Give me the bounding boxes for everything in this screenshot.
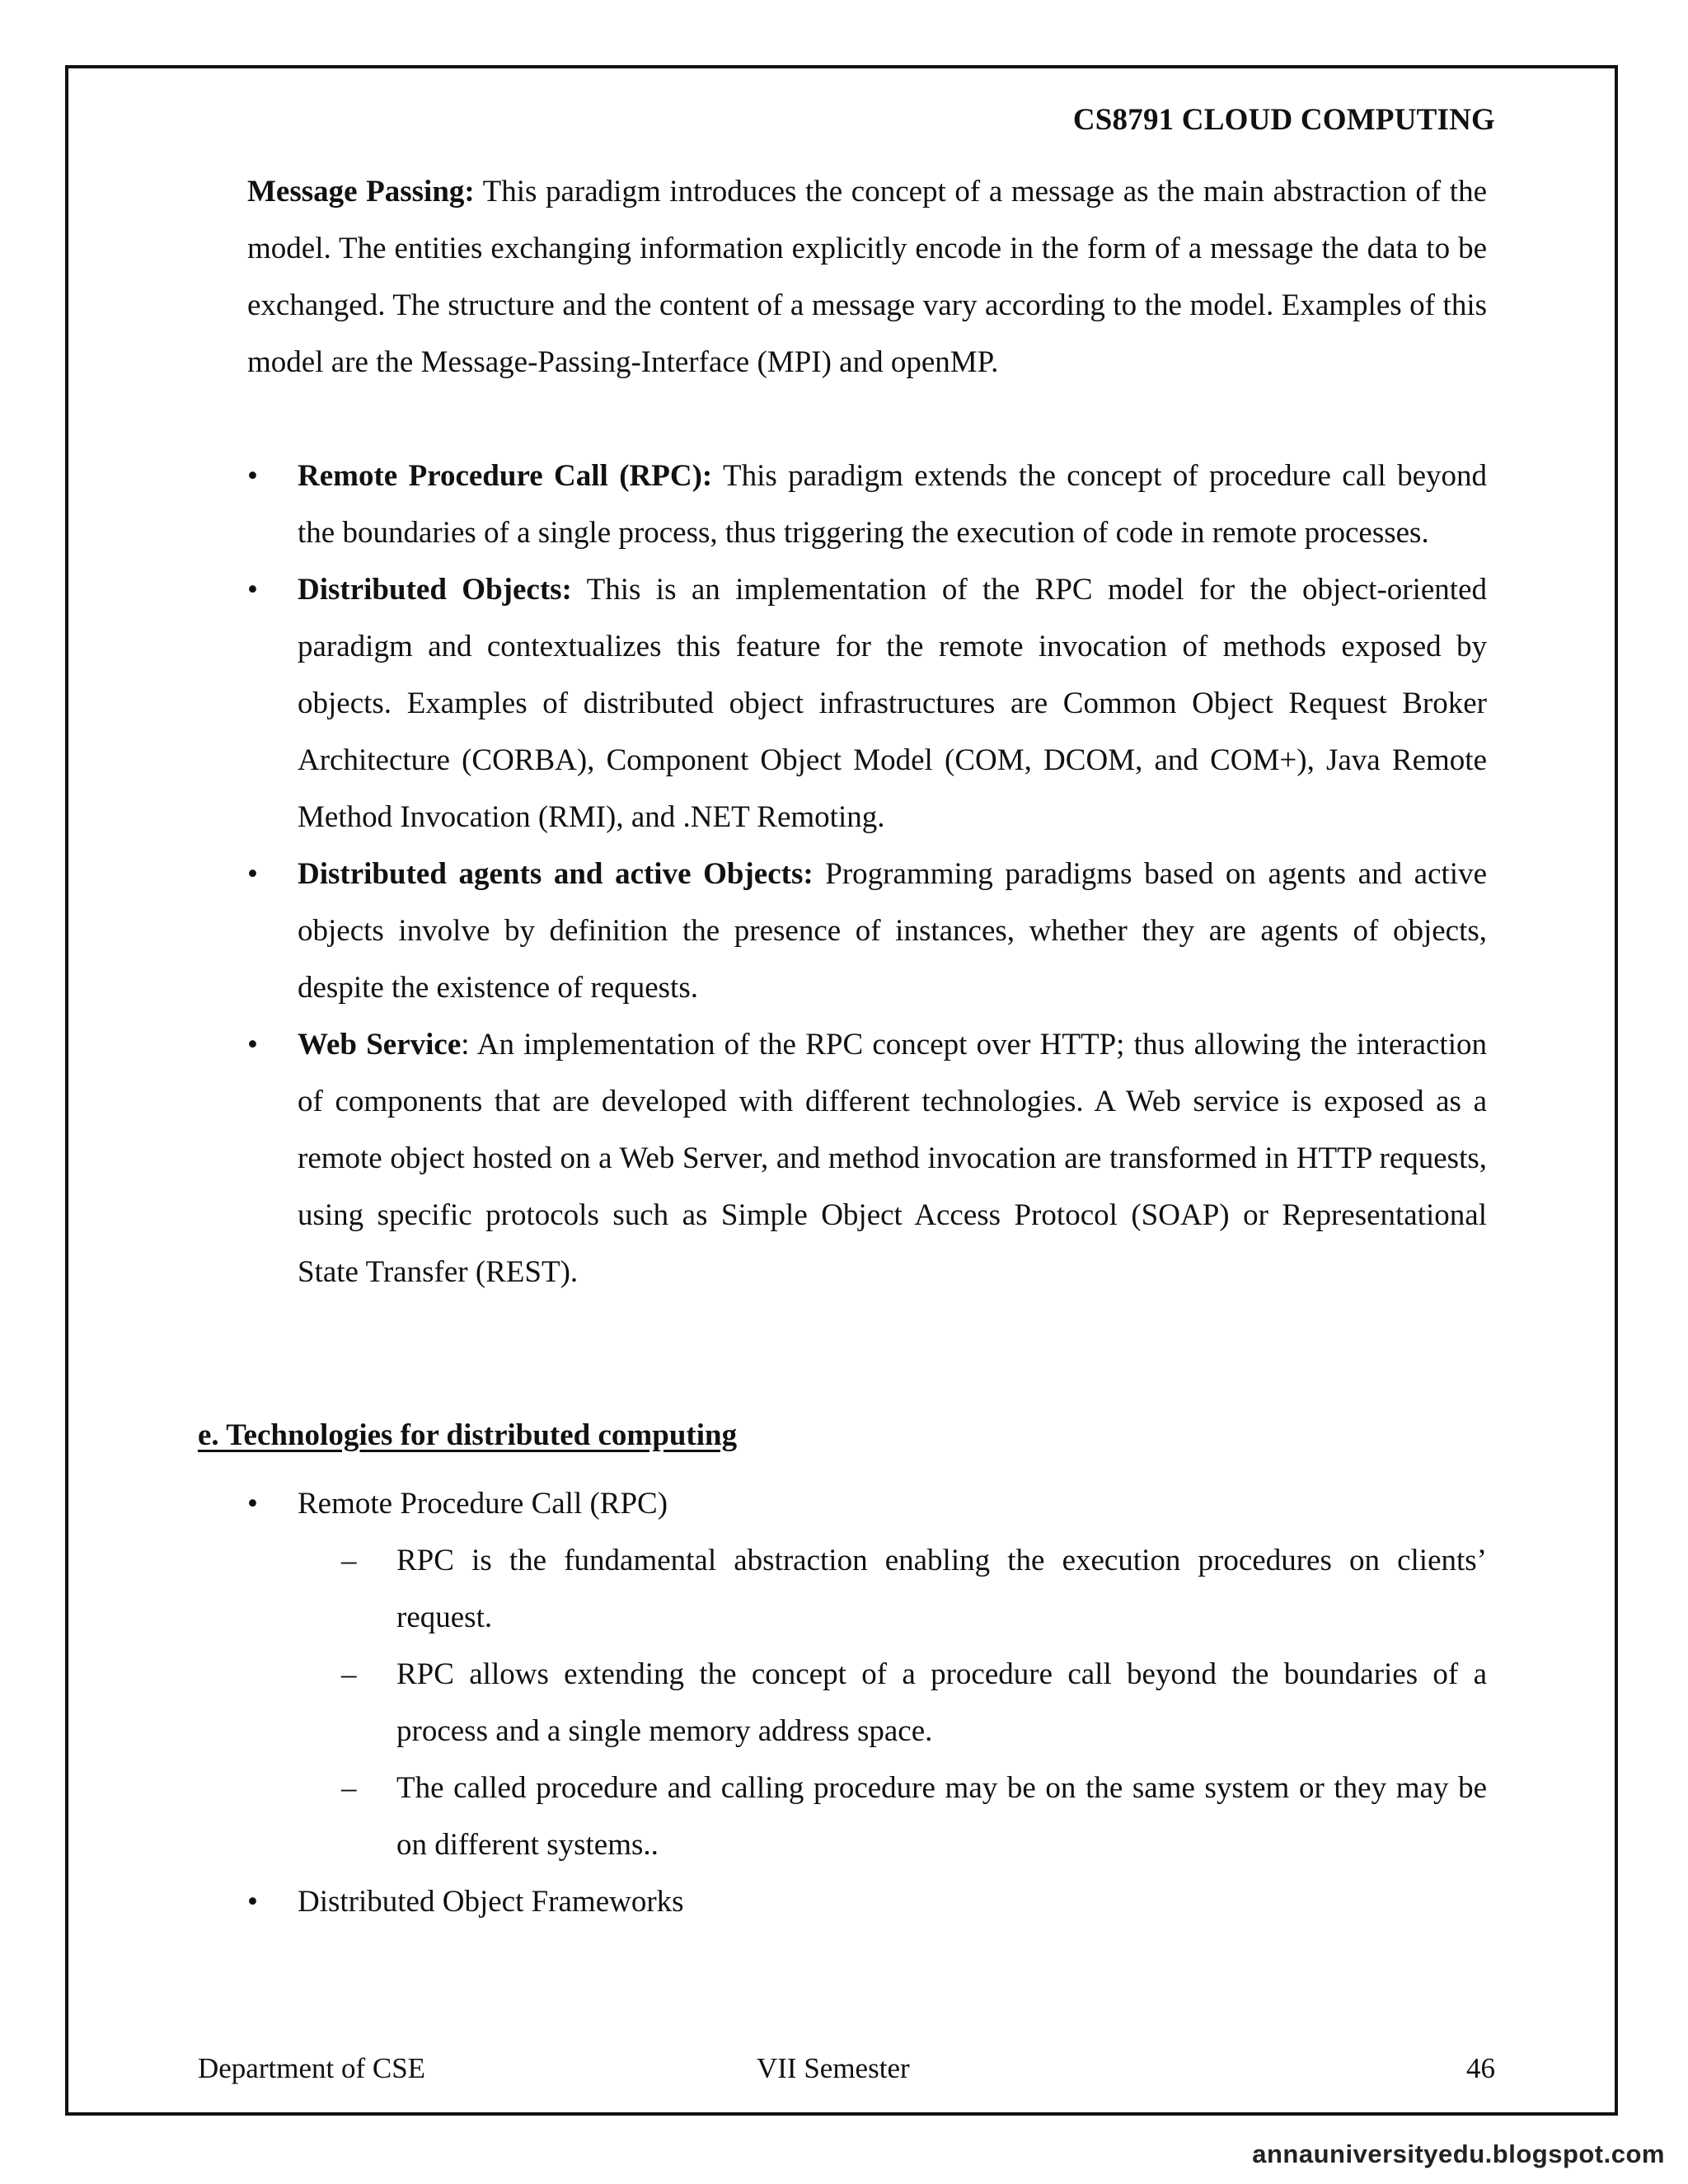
dash-icon: – [341,1544,357,1577]
list-item-label: Distributed Objects: [298,573,572,607]
bullet-icon: • [247,573,258,607]
bullet-icon: • [247,857,258,891]
sub-item-text: RPC is the fundamental abstraction enabling the execution procedures on clients’ request. [396,1544,1487,1634]
tech-item-label: Distributed Object Frameworks [298,1885,684,1919]
list-item-label: Distributed agents and active Objects: [298,857,814,891]
footer-semester: VII Semester [757,2052,910,2084]
list-item-web-service [247,1016,1487,1301]
list-item-text: Programming paradigms based on agents and active objects involve by definition the presence of instances, whether they are agents of objects, despite the existence of requests. [298,857,1487,1005]
list-item-text: This paradigm extends the concept of procedure call beyond the boundaries of a single process, thus triggering the execution of code in remote processes. [298,459,1487,550]
message-passing-label: Message Passing: [247,175,475,209]
section-heading-technologies: e. Technologies for distributed computing [198,1418,738,1452]
list-item-distributed-objects [247,561,1487,846]
list-item-label: Remote Procedure Call (RPC): [298,459,713,493]
list-item-rpc [247,448,1487,561]
footer-page-number: 46 [1466,2052,1495,2084]
paradigm-list [247,448,1487,1301]
list-item-text: : An implementation of the RPC concept over HTTP; thus allowing the interaction of components that are developed with different technologies. A Web service is exposed as a remote object hosted on a Web Server, and method invocation are transformed in HTTP requests, using specific protocols such as Simple Object Access Protocol (SOAP) or Representational State Transfer (REST). [298,1028,1487,1289]
list-item-distributed-agents [247,846,1487,1016]
technologies-list [247,1475,1487,1930]
list-item-text: This is an implementation of the RPC model for the object-oriented paradigm and contextualizes this feature for the remote invocation of methods exposed by objects. Examples of distributed object infrastructures are Common Object Request Broker Architecture (CORBA), Component Object Model (COM, DCOM, and COM+), Java Remote Method Invocation (RMI), and .NET Remoting. [298,573,1487,834]
footer-department: Department of CSE [198,2052,426,2084]
rpc-sub-list [298,1532,1487,1873]
message-passing-text: This paradigm introduces the concept of a message as the main abstraction of the model. The entities exchanging information explicitly encode in the form of a message the data to be exchanged. The structure and the content of a message vary according to the model. Examples of this model are the Message-Passing-Interface (MPI) and openMP. [247,175,1487,379]
dash-icon: – [341,1657,357,1691]
tech-item-rpc [247,1475,1487,1873]
bullet-icon: • [247,1487,258,1521]
course-title: CS8791 CLOUD COMPUTING [1072,103,1495,137]
sub-item-text: RPC allows extending the concept of a procedure call beyond the boundaries of a process and a single memory address space. [396,1657,1487,1748]
tech-item-distributed-object-frameworks [247,1873,1487,1930]
bullet-icon: • [247,1885,258,1919]
sub-list-item [298,1532,1487,1646]
bullet-icon: • [247,459,258,493]
sub-list-item [298,1760,1487,1873]
dash-icon: – [341,1771,357,1805]
tech-item-label: Remote Procedure Call (RPC) [298,1487,668,1521]
message-passing-paragraph [247,163,1487,391]
list-item-label: Web Service [298,1028,462,1062]
sub-item-text: The called procedure and calling procedure may be on the same system or they may be on different systems.. [396,1771,1487,1862]
sub-list-item [298,1646,1487,1760]
watermark-url: annauniversityedu.blogspot.com [1252,2139,1665,2168]
bullet-icon: • [247,1028,258,1062]
